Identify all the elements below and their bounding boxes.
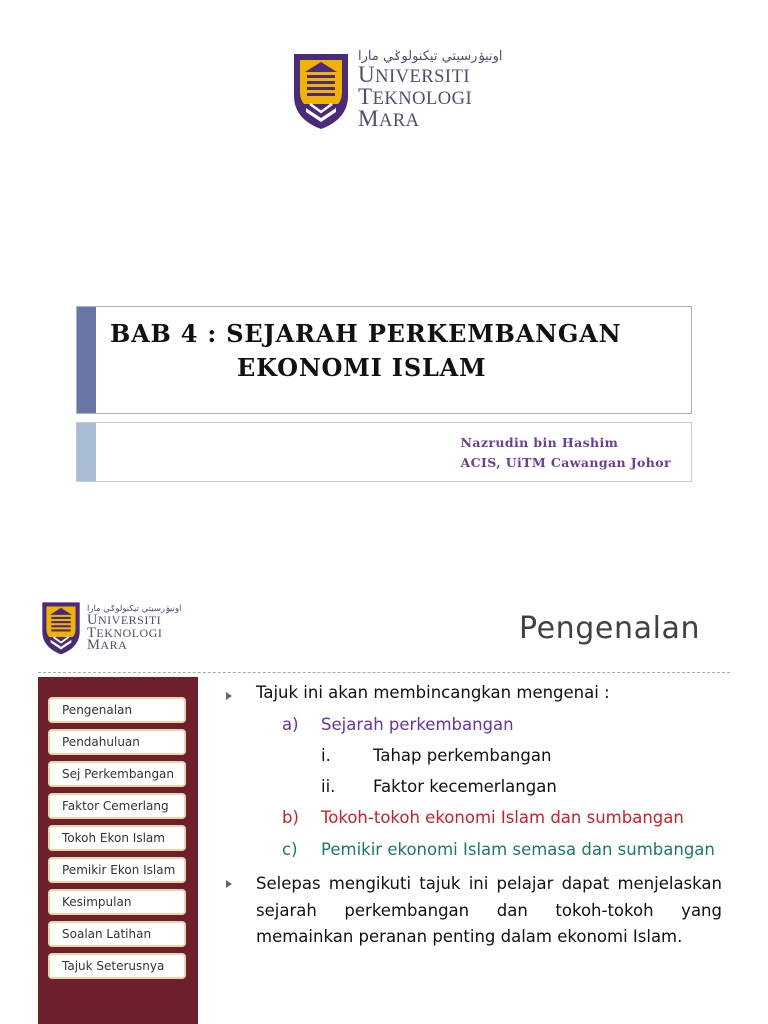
logo-line-teknologi: TEKNOLOGI bbox=[87, 624, 163, 641]
bullet-arrow-icon bbox=[226, 692, 232, 700]
nav-button-tajuk-seterusnya[interactable]: Tajuk Seterusnya bbox=[48, 953, 186, 979]
item-pemikir-ekonomi: Pemikir ekonomi Islam semasa dan sumbangan bbox=[321, 840, 715, 859]
item-marker-b: b) bbox=[282, 808, 299, 827]
item-marker-i: i. bbox=[321, 746, 331, 765]
item-marker-ii: ii. bbox=[321, 777, 336, 796]
subtitle-accent-bar bbox=[77, 423, 96, 481]
nav-button-pemikir-ekon-islam[interactable]: Pemikir Ekon Islam bbox=[48, 857, 186, 883]
logo-line-teknologi: TEKNOLOGI bbox=[358, 84, 473, 109]
nav-button-pengenalan[interactable]: Pengenalan bbox=[48, 697, 186, 723]
nav-button-sej-perkembangan[interactable]: Sej Perkembangan bbox=[48, 761, 186, 787]
nav-button-faktor-cemerlang[interactable]: Faktor Cemerlang bbox=[48, 793, 186, 819]
author-affiliation: ACIS, UiTM Cawangan Johor bbox=[460, 455, 671, 470]
subtitle-box bbox=[76, 422, 692, 482]
sidebar-nav bbox=[38, 677, 198, 1024]
logo-jawi-text: اونيۏرسيتي تيكنولوݢي مارا bbox=[358, 49, 503, 64]
item-faktor-kecemerlangan: Faktor kecemerlangan bbox=[373, 777, 557, 796]
item-sejarah-perkembangan: Sejarah perkembangan bbox=[321, 715, 514, 734]
uitm-logo bbox=[292, 50, 502, 131]
uitm-crest-icon bbox=[40, 601, 82, 655]
section-title: Pengenalan bbox=[519, 611, 701, 646]
bullet-objective: Selepas mengikuti tajuk ini pelajar dapat menjelaskan sejarah perkembangan dan tokoh-tokoh yang memainkan peranan penting dalam ekonomi Islam. bbox=[256, 874, 722, 946]
slide-title-line1: BAB 4 : SEJARAH PERKEMBANGAN bbox=[110, 319, 622, 348]
author-name: Nazrudin bin Hashim bbox=[460, 435, 619, 450]
slide-title bbox=[96, 317, 691, 385]
nav-button-tokoh-ekon-islam[interactable]: Tokoh Ekon Islam bbox=[48, 825, 186, 851]
logo-line-universiti: UNIVERSITI bbox=[358, 62, 471, 87]
header-divider bbox=[38, 672, 730, 673]
item-marker-a: a) bbox=[282, 715, 299, 734]
item-tokoh-ekonomi: Tokoh-tokoh ekonomi Islam dan sumbangan bbox=[321, 808, 684, 827]
bullet-intro: Tajuk ini akan membincangkan mengenai : bbox=[256, 683, 610, 702]
nav-button-pendahuluan[interactable]: Pendahuluan bbox=[48, 729, 186, 755]
logo-line-universiti: UNIVERSITI bbox=[87, 612, 162, 628]
slide-title-line2: EKONOMI ISLAM bbox=[237, 353, 487, 382]
uitm-logo-small bbox=[40, 601, 181, 655]
bullet-arrow-icon bbox=[226, 880, 232, 888]
nav-button-soalan-latihan[interactable]: Soalan Latihan bbox=[48, 921, 186, 947]
item-marker-c: c) bbox=[282, 840, 298, 859]
item-tahap-perkembangan: Tahap perkembangan bbox=[373, 746, 552, 765]
title-box bbox=[76, 306, 692, 414]
author-block bbox=[461, 433, 671, 473]
title-accent-bar bbox=[77, 307, 96, 413]
nav-button-kesimpulan[interactable]: Kesimpulan bbox=[48, 889, 186, 915]
logo-line-mara: MARA bbox=[87, 637, 128, 653]
logo-line-mara: MARA bbox=[358, 106, 420, 131]
uitm-crest-icon bbox=[292, 52, 350, 130]
logo-jawi-text: اونيۏرسيتي تيكنولوݢي مارا bbox=[87, 603, 182, 614]
